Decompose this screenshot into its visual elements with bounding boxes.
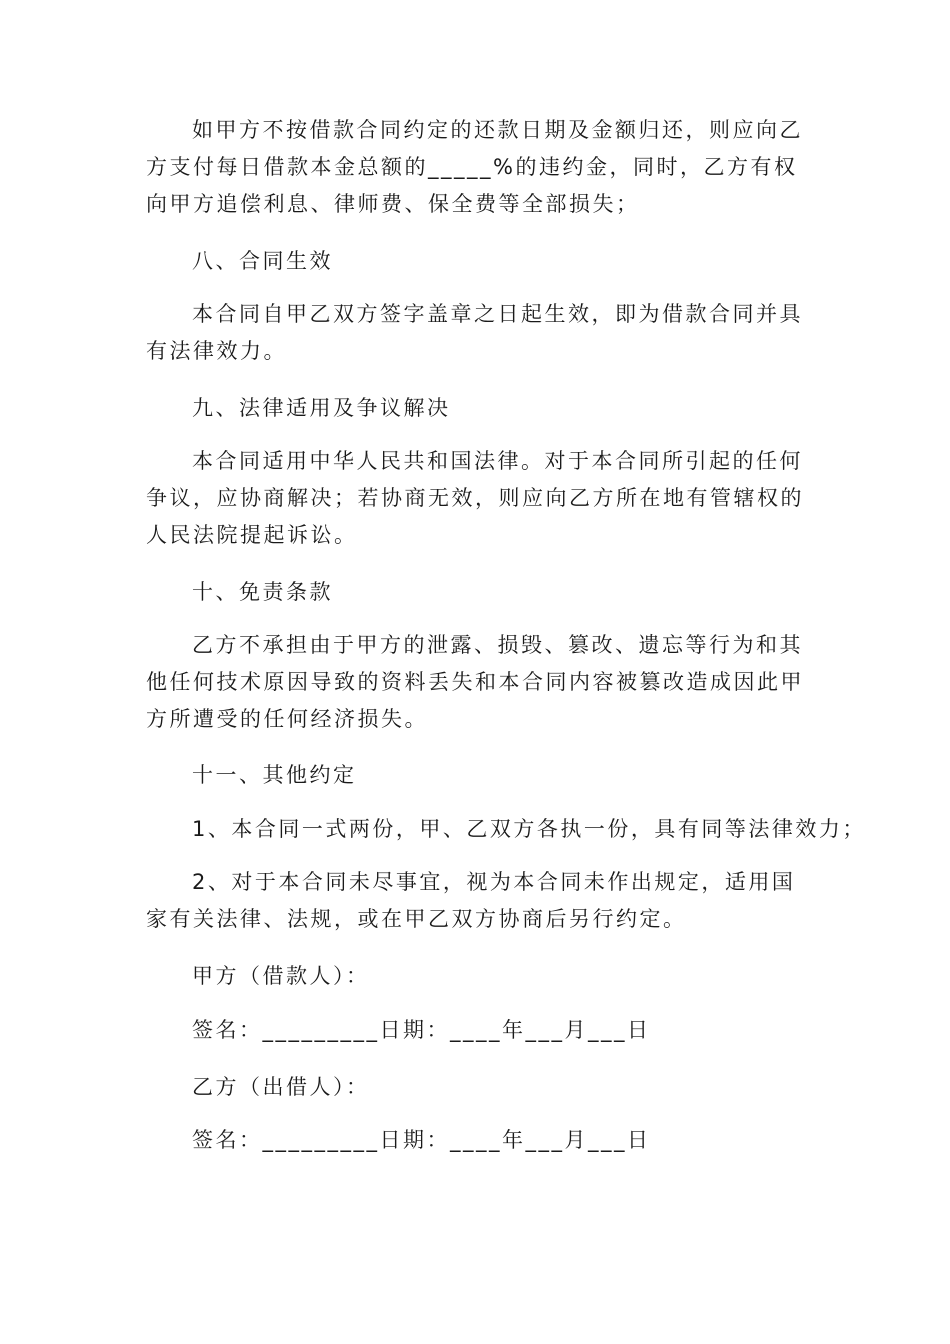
- section-heading-9: 九、法律适用及争议解决: [192, 396, 451, 420]
- other-terms-item-1: 1、本合同一式两份，甲、乙双方各执一份，具有同等法律效力；: [192, 817, 866, 841]
- section-heading-10: 十、免责条款: [192, 580, 333, 604]
- governing-law-paragraph: 本合同适用中华人民共和国法律。对于本合同所引起的任何争议，应协商解决；若协商无效，则应向乙方所在地有管辖权的人民法院提起诉讼。: [146, 449, 804, 547]
- party-a-label: 甲方（借款人）：: [192, 964, 370, 988]
- section-heading-8: 八、合同生效: [192, 249, 333, 273]
- party-b-signature-line: 签名：_________日期：____年___月___日: [192, 1128, 651, 1152]
- effectiveness-paragraph: 本合同自甲乙双方签字盖章之日起生效，即为借款合同并具有法律效力。: [146, 302, 803, 363]
- section-heading-11: 十一、其他约定: [192, 763, 357, 787]
- party-a-signature-line: 签名：_________日期：____年___月___日: [192, 1018, 651, 1042]
- penalty-paragraph: 如甲方不按借款合同约定的还款日期及金额归还，则应向乙方支付每日借款本金总额的_____%的违约金，同时，乙方有权向甲方追偿利息、律师费、保全费等全部损失；: [146, 118, 803, 216]
- other-terms-item-2: 2、对于本合同未尽事宜，视为本合同未作出规定，适用国家有关法律、法规，或在甲乙双方协商后另行约定。: [146, 870, 796, 931]
- disclaimer-paragraph: 乙方不承担由于甲方的泄露、损毁、篡改、遗忘等行为和其他任何技术原因导致的资料丢失和本合同内容被篡改造成因此甲方所遭受的任何经济损失。: [146, 633, 804, 731]
- party-b-label: 乙方（出借人）：: [192, 1075, 370, 1099]
